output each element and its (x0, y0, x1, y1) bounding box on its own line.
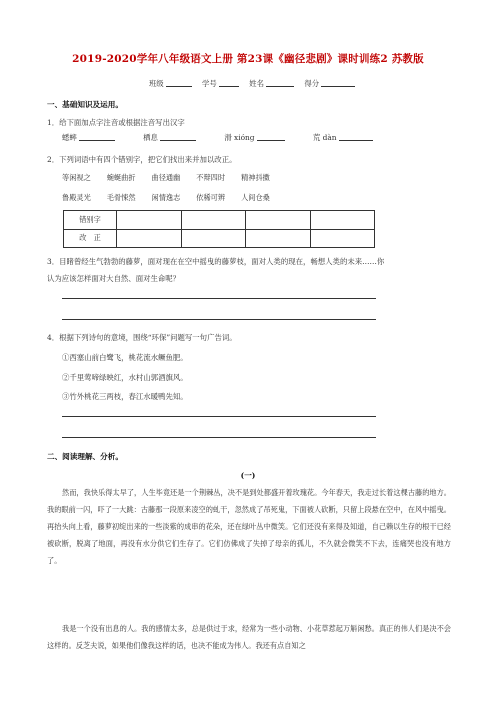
question-3-line-1: 3．目睹曾经生气勃勃的藤萝，面对现在在空中摇曳的藤萝枝，面对人类的现在，畅想人类的未来……你 (47, 257, 385, 266)
answer-line[interactable] (62, 298, 376, 299)
q1-item-1: 蟋蟀 (62, 133, 77, 142)
q2-word: 蜿蜒曲折 (106, 173, 136, 182)
answer-cell[interactable] (246, 211, 311, 230)
q1-item-2: 栖息 (143, 133, 158, 142)
q4-option-1: ①西塞山前白鹭飞，桃花流水鳜鱼肥。 (62, 353, 188, 362)
document-title: 2019-2020学年八年级语文上册 第23课《幽径悲剧》课时训练2 苏教版 (72, 53, 424, 65)
q1-item-2-blank[interactable] (160, 132, 196, 141)
wrong-char-label: 错别字 (64, 211, 117, 230)
answer-cell[interactable] (117, 229, 182, 248)
q2-word-row-2 (62, 193, 286, 203)
name-label: 姓名 (249, 79, 264, 88)
q2-word: 闲情逸志 (151, 193, 181, 202)
class-blank[interactable] (166, 78, 192, 87)
answer-line[interactable] (62, 319, 376, 320)
student-info-row (0, 78, 496, 89)
answer-line[interactable] (62, 437, 376, 438)
passage-paragraph-1: 然而，我快乐得太早了，人生毕竟还是一个荆棘丛，决不是到处都盛开着玫瑰花。今年春天，我走过长着这棵古藤的地方。我的眼前一闪，吓了一大跳：古藤那一段原来凌空的虬干，忽然成了吊死鬼，下面被人砍断，只留上段悬在空中，在风中摇曳。再抬头向上看，藤萝初绽出来的一些淡紫的成串的花朵，还在绿叶丛中微笑。它们还没有来得及知道，自己赖以生存的根干已经被砍断，脱离了地面，再没有水分供它们生存了。它们仿佛成了失掉了母亲的孤儿，不久就会微笑不下去，连痛哭也没有地方了。 (47, 488, 451, 565)
q2-word: 等闲视之 (62, 173, 91, 182)
student-id-blank[interactable] (219, 78, 239, 87)
q1-item-3-blank[interactable] (257, 132, 285, 141)
q1-item-1-blank[interactable] (79, 132, 115, 141)
q2-word-row-1 (62, 173, 286, 183)
section-2-heading: 二、阅读理解、分析。 (47, 452, 123, 461)
passage-part-label: (一) (240, 471, 256, 480)
score-label: 得分 (304, 79, 320, 88)
question-1-items (62, 132, 399, 143)
q2-word: 毛骨悚然 (106, 193, 136, 202)
correction-table (63, 210, 375, 248)
question-2-text: 2．下列词语中有四个错别字，把它们找出来并加以改正。 (47, 155, 237, 164)
name-blank[interactable] (266, 78, 294, 87)
answer-cell[interactable] (310, 211, 375, 230)
table-row (64, 229, 375, 248)
question-3-line-2: 认为应该怎样面对大自然、面对生命呢？ (47, 274, 181, 283)
question-4-text: 4．根据下列诗句的意境，围绕“环保”问题写一句广告词。 (47, 333, 237, 342)
answer-cell[interactable] (246, 229, 311, 248)
q2-word: 不辩四时 (196, 173, 226, 182)
q1-item-3: 滑 xiónɡ (224, 133, 255, 142)
q2-word: 人间仓桑 (241, 193, 270, 202)
class-label: 班级 (148, 79, 164, 88)
passage-paragraph-2: 我是一个没有出息的人。我的感情太多，总是供过于求，经常为一些小动物、小花草惹起万斛闲愁。真正的伟人们是决不会这样的。反芝夫说，如果他们像我这样的话，也决不能成为伟人。我还有点自知之 (47, 624, 451, 650)
answer-line[interactable] (62, 416, 376, 417)
q4-option-3: ③竹外桃花三两枝，春江水暖鸭先知。 (62, 392, 188, 401)
answer-cell[interactable] (117, 211, 182, 230)
q2-word: 曲径通幽 (151, 173, 181, 182)
q2-word: 鲁殿灵光 (62, 193, 91, 202)
answer-cell[interactable] (181, 229, 246, 248)
section-1-heading: 一、基础知识及运用。 (47, 100, 123, 109)
answer-cell[interactable] (310, 229, 375, 248)
table-row (64, 211, 375, 230)
q1-item-4-blank[interactable] (339, 132, 373, 141)
q4-option-2: ②千里莺啼绿映红，水村山郭酒旗风。 (62, 373, 188, 382)
answer-cell[interactable] (181, 211, 246, 230)
correction-label: 改 正 (64, 229, 117, 248)
question-1-text: 1．给下面加点字注音或根据注音写出汉字 (47, 118, 185, 127)
q2-word: 精神抖擞 (241, 173, 270, 182)
q1-item-4: 荒 dàn (312, 133, 337, 142)
score-blank[interactable] (321, 78, 355, 87)
q2-word: 依稀可辨 (196, 193, 226, 202)
student-id-label: 学号 (202, 79, 217, 88)
